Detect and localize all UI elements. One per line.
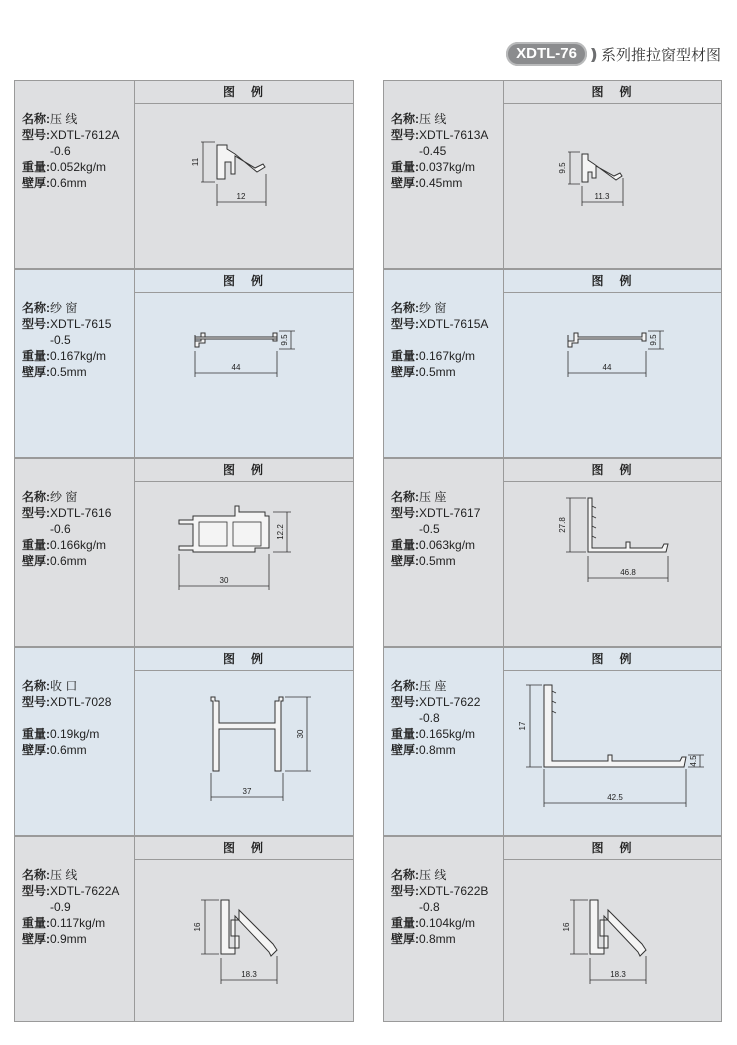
legend-area (135, 459, 353, 646)
wall-row: 壁厚:0.5mm (391, 365, 456, 379)
product-model-suffix: -0.45 (419, 144, 447, 158)
model-suffix-row (391, 899, 488, 915)
product-card-1 (14, 80, 354, 269)
legend-area (504, 270, 721, 457)
dim-label-width: 18.3 (610, 970, 626, 979)
product-model: XDTL-7622A (50, 884, 120, 898)
product-card-3 (14, 269, 354, 458)
chevron-icon: )) (590, 45, 593, 63)
model-row: 型号:XDTL-7612A (22, 128, 120, 142)
model-row: 型号:XDTL-7622 (391, 695, 481, 709)
legend-heading: 图 例 (135, 270, 353, 293)
name-row: 名称:压 线 (22, 868, 78, 882)
legend-area (135, 81, 353, 268)
profile-drawing (135, 860, 353, 1021)
model-suffix-row (391, 332, 488, 348)
name-row: 名称:压 座 (391, 679, 447, 693)
product-name: 压 座 (419, 679, 447, 693)
product-model-suffix: -0.6 (50, 522, 71, 536)
model-suffix-row (22, 332, 111, 348)
profile-shape (544, 685, 686, 767)
dim-label-height: 27.8 (558, 517, 567, 533)
wall-row: 壁厚:0.8mm (391, 743, 456, 757)
profile-shape (217, 145, 265, 179)
name-row: 名称:压 线 (391, 868, 447, 882)
profile-teeth (592, 506, 596, 538)
profile-drawing (504, 104, 721, 268)
product-name: 压 线 (419, 868, 447, 882)
profile-shape (582, 154, 622, 182)
product-weight: 0.104kg/m (419, 916, 476, 930)
product-model-suffix: -0.5 (419, 522, 440, 536)
product-card-7 (14, 647, 354, 836)
product-card-2 (383, 80, 722, 269)
weight-row: 重量:0.063kg/m (391, 538, 476, 552)
profile-drawing (135, 293, 353, 457)
name-row: 名称:压 线 (391, 112, 447, 126)
product-model: XDTL-7613A (419, 128, 489, 142)
wall-row: 壁厚:0.6mm (22, 743, 87, 757)
product-model: XDTL-7028 (50, 695, 112, 709)
dim-label-width: 11.3 (594, 192, 610, 201)
product-weight: 0.167kg/m (50, 349, 107, 363)
dim-label-height: 11 (191, 157, 200, 167)
legend-heading: 图 例 (504, 270, 721, 293)
product-wall: 0.5mm (50, 365, 87, 379)
profile-shape (211, 697, 283, 771)
wall-row: 壁厚:0.6mm (22, 176, 87, 190)
dim-line-vertical (568, 152, 580, 184)
legend-heading: 图 例 (504, 459, 721, 482)
dim-line-vertical (201, 900, 219, 954)
series-badge: XDTL-76 (506, 42, 587, 66)
model-row: 型号:XDTL-7616 (22, 506, 112, 520)
product-wall: 0.8mm (419, 932, 456, 946)
legend-heading: 图 例 (504, 81, 721, 104)
legend-area (504, 837, 721, 1021)
product-card-10 (383, 836, 722, 1022)
dim-label-height: 17 (518, 721, 527, 731)
legend-area (135, 837, 353, 1021)
product-weight: 0.117kg/m (50, 916, 106, 930)
model-row: 型号:XDTL-7615 (22, 317, 112, 331)
product-info (384, 81, 504, 268)
model-row: 型号:XDTL-7617 (391, 506, 481, 520)
model-suffix-row (22, 710, 111, 726)
dim-label-height: 9.5 (558, 162, 567, 174)
product-weight: 0.063kg/m (419, 538, 476, 552)
product-card-4 (383, 269, 722, 458)
legend-heading: 图 例 (135, 648, 353, 671)
product-card-9 (14, 836, 354, 1022)
dim-label-height: 9.5 (649, 334, 658, 346)
product-model: XDTL-7615A (419, 317, 489, 331)
product-info (15, 270, 135, 457)
product-model: XDTL-7616 (50, 506, 112, 520)
dim-label-width: 18.3 (241, 970, 257, 979)
product-model: XDTL-7615 (50, 317, 112, 331)
product-name: 压 线 (50, 112, 78, 126)
product-weight: 0.037kg/m (419, 160, 476, 174)
product-info (15, 81, 135, 268)
legend-heading: 图 例 (504, 837, 721, 860)
name-row: 名称:纱 窗 (22, 490, 78, 504)
dim-label-width: 44 (602, 363, 612, 372)
model-row: 型号:XDTL-7622A (22, 884, 120, 898)
profile-drawing (135, 104, 353, 268)
product-info (15, 837, 135, 1021)
dim-label-width: 42.5 (607, 793, 623, 802)
dim-label-height: 12.2 (276, 524, 285, 540)
name-row: 名称:压 座 (391, 490, 447, 504)
product-info (15, 648, 135, 835)
product-model-suffix: -0.8 (419, 900, 440, 914)
dim-label-height: 16 (562, 922, 571, 932)
dim-label-width: 37 (242, 787, 252, 796)
legend-heading: 图 例 (135, 837, 353, 860)
name-row: 名称:纱 窗 (22, 301, 78, 315)
model-suffix-row (391, 143, 488, 159)
product-name: 压 线 (419, 112, 447, 126)
model-suffix-row (22, 521, 111, 537)
product-weight: 0.167kg/m (419, 349, 476, 363)
legend-heading: 图 例 (504, 648, 721, 671)
dim-line-vertical-left (526, 685, 542, 767)
profile-web (195, 337, 277, 339)
weight-row: 重量:0.166kg/m (22, 538, 107, 552)
weight-row: 重量:0.037kg/m (391, 160, 476, 174)
weight-row: 重量:0.167kg/m (391, 349, 476, 363)
profile-drawing (135, 482, 353, 646)
product-card-5 (14, 458, 354, 647)
model-suffix-row (22, 899, 119, 915)
profile-drawing (504, 293, 721, 457)
product-wall: 0.6mm (50, 554, 87, 568)
profile-shape (221, 900, 277, 956)
weight-row: 重量:0.104kg/m (391, 916, 476, 930)
profile-shape (195, 333, 277, 347)
legend-heading: 图 例 (135, 81, 353, 104)
product-weight: 0.19kg/m (50, 727, 100, 741)
dim-label-width: 44 (231, 363, 241, 372)
weight-row: 重量:0.052kg/m (22, 160, 107, 174)
profile-drawing (504, 671, 721, 835)
product-model: XDTL-7622B (419, 884, 489, 898)
dim-label-lip: 4.5 (689, 755, 698, 767)
product-wall: 0.9mm (50, 932, 87, 946)
name-row: 名称:收 口 (22, 679, 78, 693)
name-row: 名称:压 线 (22, 112, 78, 126)
page-header (506, 42, 721, 66)
name-row: 名称:纱 窗 (391, 301, 447, 315)
product-info (384, 459, 504, 646)
profile-drawing (504, 482, 721, 646)
profile-teeth (552, 691, 556, 713)
weight-row: 重量:0.165kg/m (391, 727, 476, 741)
model-row: 型号:XDTL-7613A (391, 128, 489, 142)
wall-row: 壁厚:0.6mm (22, 554, 87, 568)
legend-area (504, 648, 721, 835)
page-title: 系列推拉窗型材图 (600, 46, 721, 64)
weight-row: 重量:0.117kg/m (22, 916, 106, 930)
product-weight: 0.165kg/m (419, 727, 476, 741)
profile-shape (568, 333, 646, 347)
dim-label-height: 30 (296, 729, 305, 739)
product-model-suffix: -0.8 (419, 711, 440, 725)
product-card-8 (383, 647, 722, 836)
product-wall: 0.8mm (419, 743, 456, 757)
product-name: 纱 窗 (50, 301, 78, 315)
wall-row: 壁厚:0.8mm (391, 932, 456, 946)
product-wall: 0.6mm (50, 743, 87, 757)
product-wall: 0.5mm (419, 554, 456, 568)
dim-line-vertical (570, 900, 588, 954)
product-model: XDTL-7622 (419, 695, 481, 709)
legend-area (504, 81, 721, 268)
weight-row: 重量:0.19kg/m (22, 727, 100, 741)
product-model: XDTL-7612A (50, 128, 120, 142)
dim-label-height: 9.5 (280, 334, 289, 346)
product-wall: 0.45mm (419, 176, 463, 190)
dim-line-vertical (566, 498, 586, 552)
product-name: 收 口 (50, 679, 78, 693)
product-name: 纱 窗 (419, 301, 447, 315)
wall-row: 壁厚:0.45mm (391, 176, 463, 190)
model-row: 型号:XDTL-7028 (22, 695, 112, 709)
wall-row: 壁厚:0.5mm (391, 554, 456, 568)
product-info (384, 270, 504, 457)
product-name: 纱 窗 (50, 490, 78, 504)
model-row: 型号:XDTL-7622B (391, 884, 489, 898)
legend-area (135, 648, 353, 835)
product-wall: 0.6mm (50, 176, 87, 190)
model-row: 型号:XDTL-7615A (391, 317, 489, 331)
profile-shape (179, 506, 269, 552)
product-name: 压 线 (50, 868, 78, 882)
product-weight: 0.052kg/m (50, 160, 107, 174)
product-name: 压 座 (419, 490, 447, 504)
dim-label-width: 30 (219, 576, 229, 585)
product-wall: 0.5mm (419, 365, 456, 379)
product-info (15, 459, 135, 646)
model-suffix-row (391, 521, 480, 537)
product-info (384, 837, 504, 1021)
dim-label-width: 46.8 (620, 568, 636, 577)
product-info (384, 648, 504, 835)
product-model-suffix: -0.9 (50, 900, 71, 914)
product-weight: 0.166kg/m (50, 538, 107, 552)
weight-row: 重量:0.167kg/m (22, 349, 107, 363)
model-suffix-row (22, 143, 119, 159)
wall-row: 壁厚:0.5mm (22, 365, 87, 379)
dim-label-height: 16 (193, 922, 202, 932)
product-model-suffix: -0.5 (50, 333, 71, 347)
dim-line-vertical (201, 142, 215, 182)
profile-drawing (504, 860, 721, 1021)
product-card-6 (383, 458, 722, 647)
legend-heading: 图 例 (135, 459, 353, 482)
profile-shape (588, 498, 668, 552)
product-model-suffix: -0.6 (50, 144, 71, 158)
model-suffix-row (391, 710, 480, 726)
legend-area (504, 459, 721, 646)
product-model: XDTL-7617 (419, 506, 481, 520)
profile-shape (590, 900, 646, 956)
profile-drawing (135, 671, 353, 835)
dim-label-width: 12 (236, 192, 246, 201)
legend-area (135, 270, 353, 457)
wall-row: 壁厚:0.9mm (22, 932, 87, 946)
